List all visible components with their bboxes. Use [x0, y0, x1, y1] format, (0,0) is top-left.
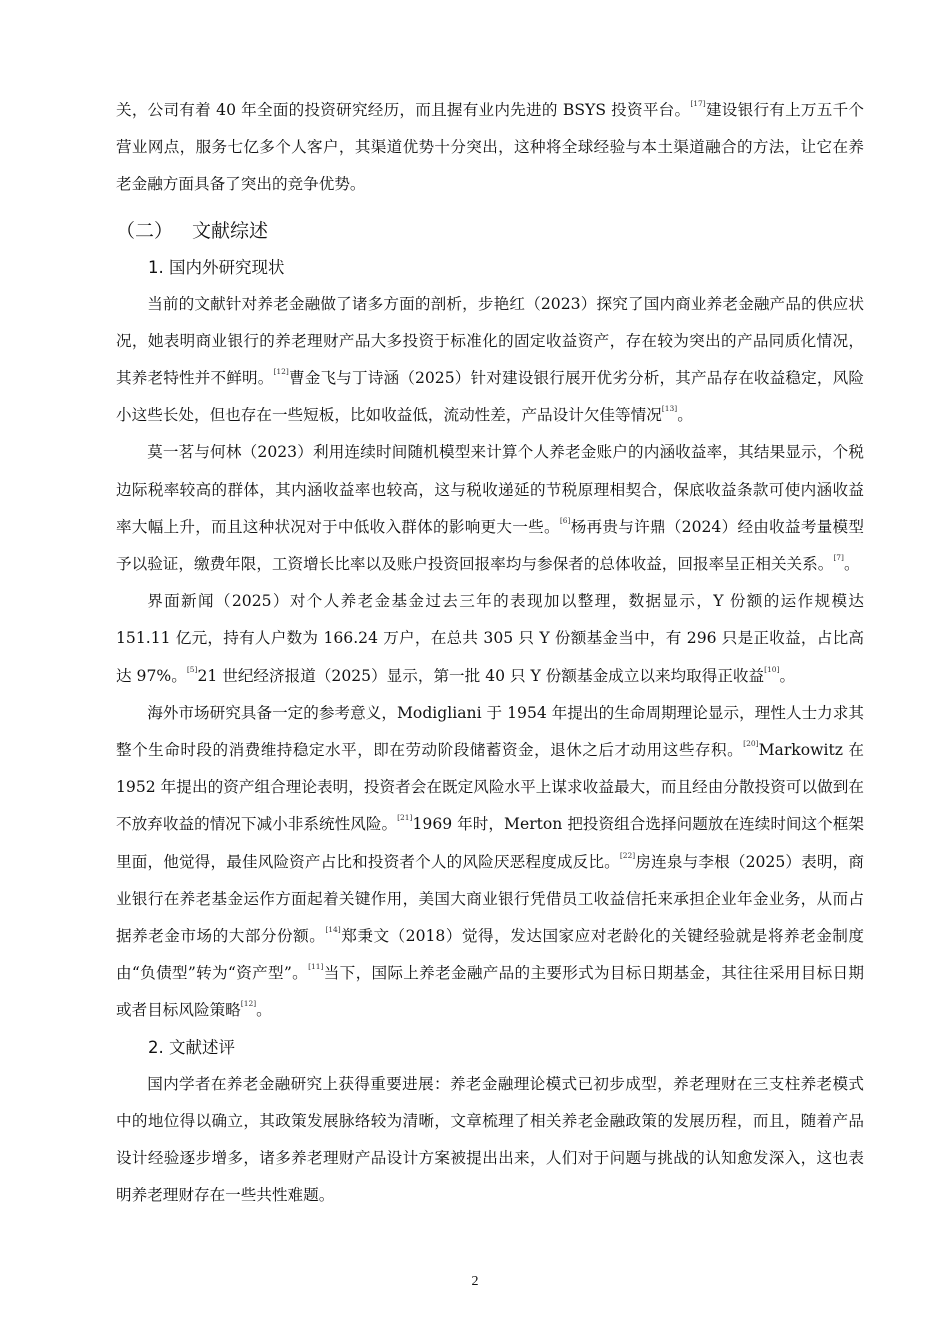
paragraph: 国内学者在养老金融研究上获得重要进展：养老金融理论模式已初步成型，养老理财在三支柱养老模式中的地位得以确立，其政策发展脉络较为清晰，文章梳理了相关养老金融政策的发展历程，而且，随着产品设计经验逐步增多，诸多养老理财产品设计方案被提出出来，人们对于问题与挑战的认知愈发深入，这也表明养老理财存在一些共性难题。	[116, 1074, 864, 1205]
text-run: 当前的文献针对养老金融做了诸多方面的剖析，步艳红（2023）探究了国内商业养老金融产品的供应状况，她表明商业银行的养老理财产品大多投资于标准化的固定收益资产，存在较为突出的产品同质化情况，其养老特性并不鲜明。	[116, 294, 864, 388]
citation-ref: [14]	[325, 925, 341, 935]
paragraph	[116, 286, 864, 435]
text-run: 1969 年时，Merton 把投资组合选择问题放在连续时间这个框架里面，他觉得，最佳风险资产占比和投资者个人的风险厌恶程度成反比。	[116, 815, 864, 871]
subsection-heading-1: 1. 国内外研究现状	[148, 257, 285, 277]
text-run: 。	[256, 1001, 272, 1020]
citation-ref: [11]	[308, 962, 324, 972]
text-run: 杨再贵与许鼎（2024）经由收益考量模型予以验证，缴费年限，工资增长比率以及账户投资回报率均与参保者的总体收益，回报率呈正相关关系。	[116, 517, 864, 574]
citation-ref: [7]	[833, 553, 844, 563]
citation-ref: [21]	[397, 813, 413, 823]
text-run: 。	[779, 666, 796, 685]
section-title: 文献综述	[192, 219, 269, 242]
section-heading	[116, 204, 864, 250]
paragraph	[116, 583, 864, 695]
text-run: 海外市场研究具备一定的参考意义，Modigliani 于 1954 年提出的生命周期理论显示，理性人士力求其整个生命时段的消费维持稳定水平，即在劳动阶段储蓄资金，退休之后才动用这些存积。	[116, 703, 864, 760]
page-number: 2	[471, 1274, 479, 1289]
paragraph-continued	[116, 92, 864, 204]
text-run: 当下，国际上养老金融产品的主要形式为目标日期基金，其往往采用目标日期或者目标风险策略	[116, 964, 864, 1020]
section-number: （二）	[116, 219, 174, 242]
citation-ref: [5]	[186, 664, 198, 674]
paragraph	[116, 695, 864, 1030]
citation-ref: [12]	[273, 367, 289, 377]
citation-ref: [22]	[619, 850, 636, 860]
citation-ref: [13]	[661, 404, 678, 414]
citation-ref: [17]	[690, 99, 706, 108]
text-run: 曹金飞与丁诗涵（2025）针对建设银行展开优劣分析，其产品存在收益稳定，风险小这些长处，但也存在一些短板，比如收益低，流动性差，产品设计欠佳等情况	[116, 369, 864, 425]
text-run: 。	[677, 406, 693, 425]
citation-ref: [20]	[743, 739, 759, 749]
page-body	[116, 92, 864, 1214]
text-run: 界面新闻（2025）对个人养老金基金过去三年的表现加以整理，数据显示，Y 份额的运作规模达151.11 亿元，持有人户数为 166.24 万户，在总共 305 只 Y 份额基金当中，有 296 只是正收益，占比高达 97%。	[116, 592, 864, 685]
citation-ref: [6]	[559, 515, 571, 525]
citation-ref: [10]	[764, 664, 780, 674]
text-run: 郑秉文（2018）觉得，发达国家应对老龄化的关键经验就是将养老金制度由“负债型”转为“资产型”。	[116, 927, 864, 983]
subsection-heading-2: 2. 文献述评	[148, 1037, 235, 1057]
citation-ref: [12]	[240, 999, 257, 1009]
text-run: 房连泉与李根（2025）表明，商业银行在养老基金运作方面起着关键作用，美国大商业银行凭借员工收益信托来承担企业年金业务，从而占据养老金市场的大部分份额。	[116, 852, 864, 946]
text-run: 莫一茗与何林（2023）利用连续时间随机模型来计算个人养老金账户的内涵收益率，其结果显示，个税边际税率较高的群体，其内涵收益率也较高，这与税收递延的节税原理相契合，保底收益条款可使内涵收益率大幅上升，而且这种状况对于中低收入群体的影响更大一些。	[116, 443, 864, 536]
text-run: Markowitz 在 1952 年提出的资产组合理论表明，投资者会在既定风险水平上谋求收益最大，而且经由分散投资可以做到在不放弃收益的情况下减小非系统性风险。	[116, 741, 864, 834]
text-run: 建设银行有上万五千个营业网点，服务七亿多个人客户，其渠道优势十分突出，这种将全球经验与本土渠道融合的方法，让它在养老金融方面具备了突出的竞争优势。	[116, 101, 864, 194]
text-run: 。	[843, 555, 860, 574]
text-run: 21 世纪经济报道（2025）显示，第一批 40 只 Y 份额基金成立以来均取得正收益	[197, 666, 765, 685]
paragraph	[116, 434, 864, 583]
text-run: 关，公司有着 40 年全面的投资研究经历，而且握有业内先进的 BSYS 投资平台。	[116, 101, 691, 119]
